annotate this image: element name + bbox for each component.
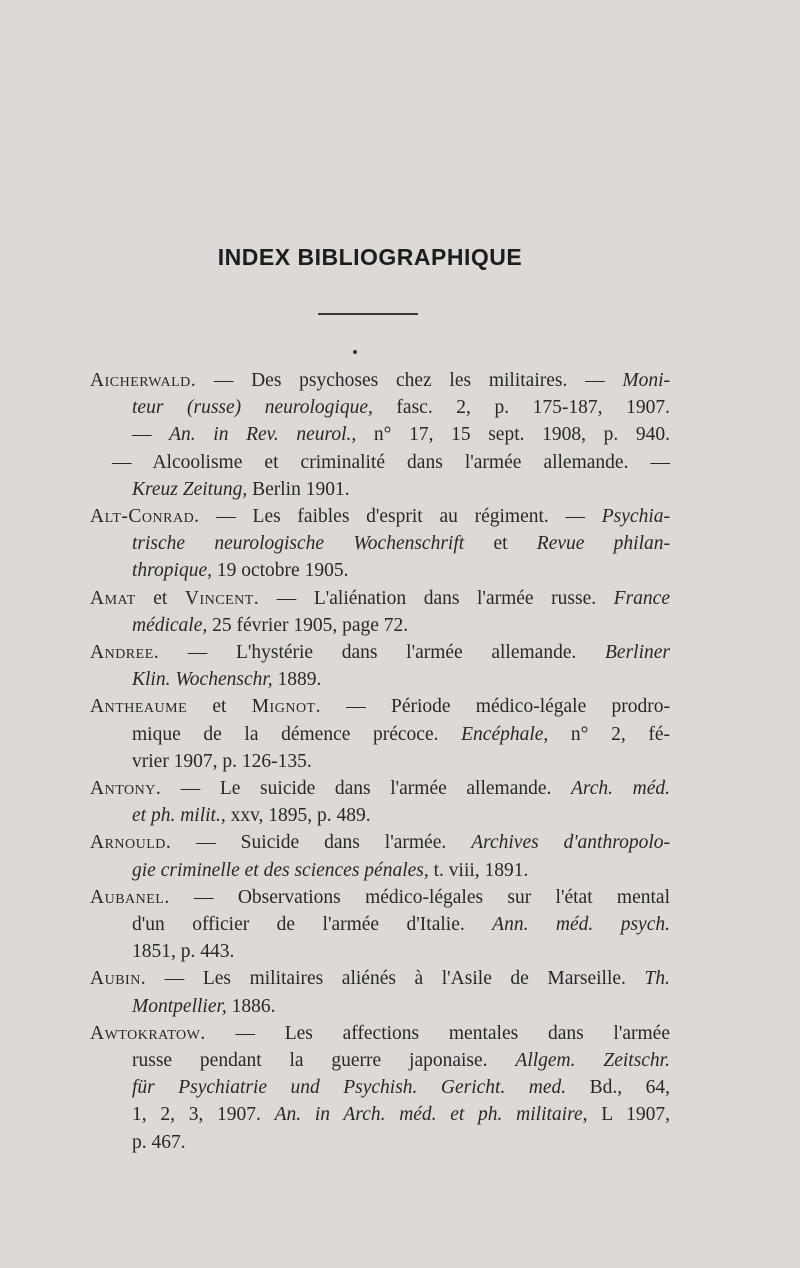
- entry-text: 25 février 1905, page 72.: [207, 614, 409, 636]
- entry-line: [90, 802, 670, 829]
- author-name: Andree.: [90, 642, 160, 664]
- entry-text: 1851, p. 443.: [132, 941, 235, 963]
- citation-text: et ph. milit.,: [132, 805, 226, 827]
- entry-text: — Suicide dans l'armée.: [171, 832, 472, 854]
- entry-line: [90, 829, 670, 856]
- citation-text: An. in Arch. méd. et ph. militaire,: [274, 1104, 588, 1126]
- citation-text: trische neurologische Wochenschrift: [132, 533, 465, 555]
- entry-text: mique de la démence précoce.: [132, 723, 462, 745]
- entry-line: [90, 775, 670, 802]
- bibliography-entry: [90, 829, 670, 883]
- citation-text: Arch. méd.: [570, 778, 670, 800]
- entry-text: L 1907,: [587, 1104, 670, 1126]
- entry-line: [90, 938, 670, 965]
- entry-line: [90, 748, 670, 775]
- entry-text: Berlin 1901.: [247, 478, 350, 500]
- citation-text: An. in Rev. neurol.,: [169, 424, 357, 446]
- author-name: Awtokratow.: [90, 1022, 206, 1044]
- bibliography-entry: [90, 693, 670, 775]
- entry-text: — Les militaires aliénés à l'Asile de Marseille.: [146, 968, 645, 990]
- entry-line: [90, 1129, 670, 1156]
- entry-line: [90, 666, 670, 693]
- author-name: Alt-Conrad.: [90, 506, 200, 528]
- entry-line: [90, 449, 670, 476]
- entry-line: [90, 911, 670, 938]
- entry-line: [90, 1047, 670, 1074]
- citation-text: thropique,: [132, 560, 212, 582]
- entry-text: — Le suicide dans l'armée allemande.: [161, 778, 571, 800]
- author-name: Mignot.: [251, 696, 321, 718]
- entry-text: 1886.: [226, 995, 276, 1017]
- entry-line: [90, 585, 670, 612]
- entry-line: [90, 612, 670, 639]
- entry-text: p. 467.: [132, 1131, 186, 1153]
- entry-line: [90, 884, 670, 911]
- entry-text: — Observations médico-légales sur l'état mental: [169, 886, 670, 908]
- citation-text: France: [613, 587, 670, 609]
- entry-text: Bd., 64,: [566, 1077, 670, 1099]
- entry-text: — Les affections mentales dans l'armée: [205, 1022, 670, 1044]
- author-name: Antony.: [90, 778, 162, 800]
- entry-line: [90, 476, 670, 503]
- author-name: Arnould.: [90, 832, 172, 854]
- entry-line: [90, 530, 670, 557]
- citation-text: teur (russe) neurologique,: [132, 397, 373, 419]
- author-name: Vincent.: [184, 587, 260, 609]
- entry-text: 19 octobre 1905.: [211, 560, 349, 582]
- entry-line: [90, 1074, 670, 1101]
- entry-text: — Alcoolisme et criminalité dans l'armée allemande. —: [112, 451, 670, 473]
- citation-text: Revue philan-: [536, 533, 670, 555]
- entry-line: [90, 394, 670, 421]
- citation-text: Kreuz Zeitung,: [132, 478, 248, 500]
- page-title: INDEX BIBLIOGRAPHIQUE: [217, 244, 523, 270]
- entry-line: [90, 557, 670, 584]
- bibliography-entry: [90, 639, 670, 693]
- author-name: Aubin.: [90, 968, 147, 990]
- entry-text: n° 2, fé-: [548, 723, 670, 745]
- entry-line: [90, 965, 670, 992]
- entry-line: [90, 693, 670, 720]
- bibliography-entry: [90, 1020, 670, 1156]
- entry-text: — Des psychoses chez les militaires. —: [196, 370, 623, 391]
- entry-text: fasc. 2, p. 175-187, 1907.: [372, 397, 670, 419]
- citation-text: Montpellier,: [132, 995, 227, 1017]
- bibliography-entry: [90, 503, 670, 585]
- author-name: Aicherwald.: [90, 370, 197, 391]
- bibliography-entry: [90, 965, 670, 1019]
- entry-text: — L'hystérie dans l'armée allemande.: [159, 642, 606, 664]
- citation-text: Allgem. Zeitschr.: [515, 1050, 670, 1072]
- title-rule: [318, 313, 418, 315]
- bibliography-entry: [90, 884, 670, 966]
- entry-text: 1, 2, 3, 1907.: [132, 1104, 275, 1126]
- entry-line: [90, 1101, 670, 1128]
- ink-dot: [353, 350, 357, 354]
- entry-line: [90, 503, 670, 530]
- entry-text: et: [464, 533, 537, 555]
- entry-line: [90, 993, 670, 1020]
- entry-text: vrier 1907, p. 126-135.: [132, 750, 312, 772]
- entry-text: — Les faibles d'esprit au régiment. —: [199, 506, 602, 528]
- citation-text: Psychia-: [601, 506, 670, 528]
- citation-text: gie criminelle et des sciences pénales,: [132, 859, 429, 881]
- author-name: Aubanel.: [90, 886, 170, 908]
- citation-text: Moni-: [622, 370, 670, 391]
- entry-text: 1889.: [272, 669, 322, 691]
- entry-line: [90, 367, 670, 394]
- entry-line: [90, 857, 670, 884]
- bibliography-entry: [90, 775, 670, 829]
- entry-line: [90, 421, 670, 448]
- citation-text: für Psychiatrie und Psychish. Gericht. med.: [132, 1077, 567, 1099]
- entry-text: —: [132, 424, 170, 446]
- entry-text: et: [135, 587, 185, 609]
- entry-text: d'un officier de l'armée d'Italie.: [132, 914, 493, 936]
- entry-line: [90, 639, 670, 666]
- bibliography-entry: [90, 367, 670, 503]
- author-name: Amat: [90, 587, 136, 609]
- citation-text: médicale,: [132, 614, 208, 636]
- entry-text: et: [187, 696, 252, 718]
- entry-line: [90, 1020, 670, 1047]
- bibliography-list: [90, 367, 670, 1156]
- entry-text: t. viii, 1891.: [428, 859, 529, 881]
- entry-line: [90, 721, 670, 748]
- entry-text: russe pendant la guerre japonaise.: [132, 1050, 516, 1072]
- citation-text: Berliner: [605, 642, 670, 664]
- citation-text: Archives d'anthropolo-: [471, 832, 670, 854]
- entry-text: — L'aliénation dans l'armée russe.: [259, 587, 614, 609]
- citation-text: Ann. méd. psych.: [492, 914, 670, 936]
- citation-text: Encéphale,: [461, 723, 549, 745]
- entry-text: xxv, 1895, p. 489.: [225, 805, 371, 827]
- citation-text: Klin. Wochenschr,: [132, 669, 273, 691]
- bibliography-entry: [90, 585, 670, 639]
- citation-text: Th.: [644, 968, 670, 990]
- author-name: Antheaume: [90, 696, 188, 718]
- entry-text: — Période médico-légale prodro-: [320, 696, 670, 718]
- entry-text: n° 17, 15 sept. 1908, p. 940.: [356, 424, 670, 446]
